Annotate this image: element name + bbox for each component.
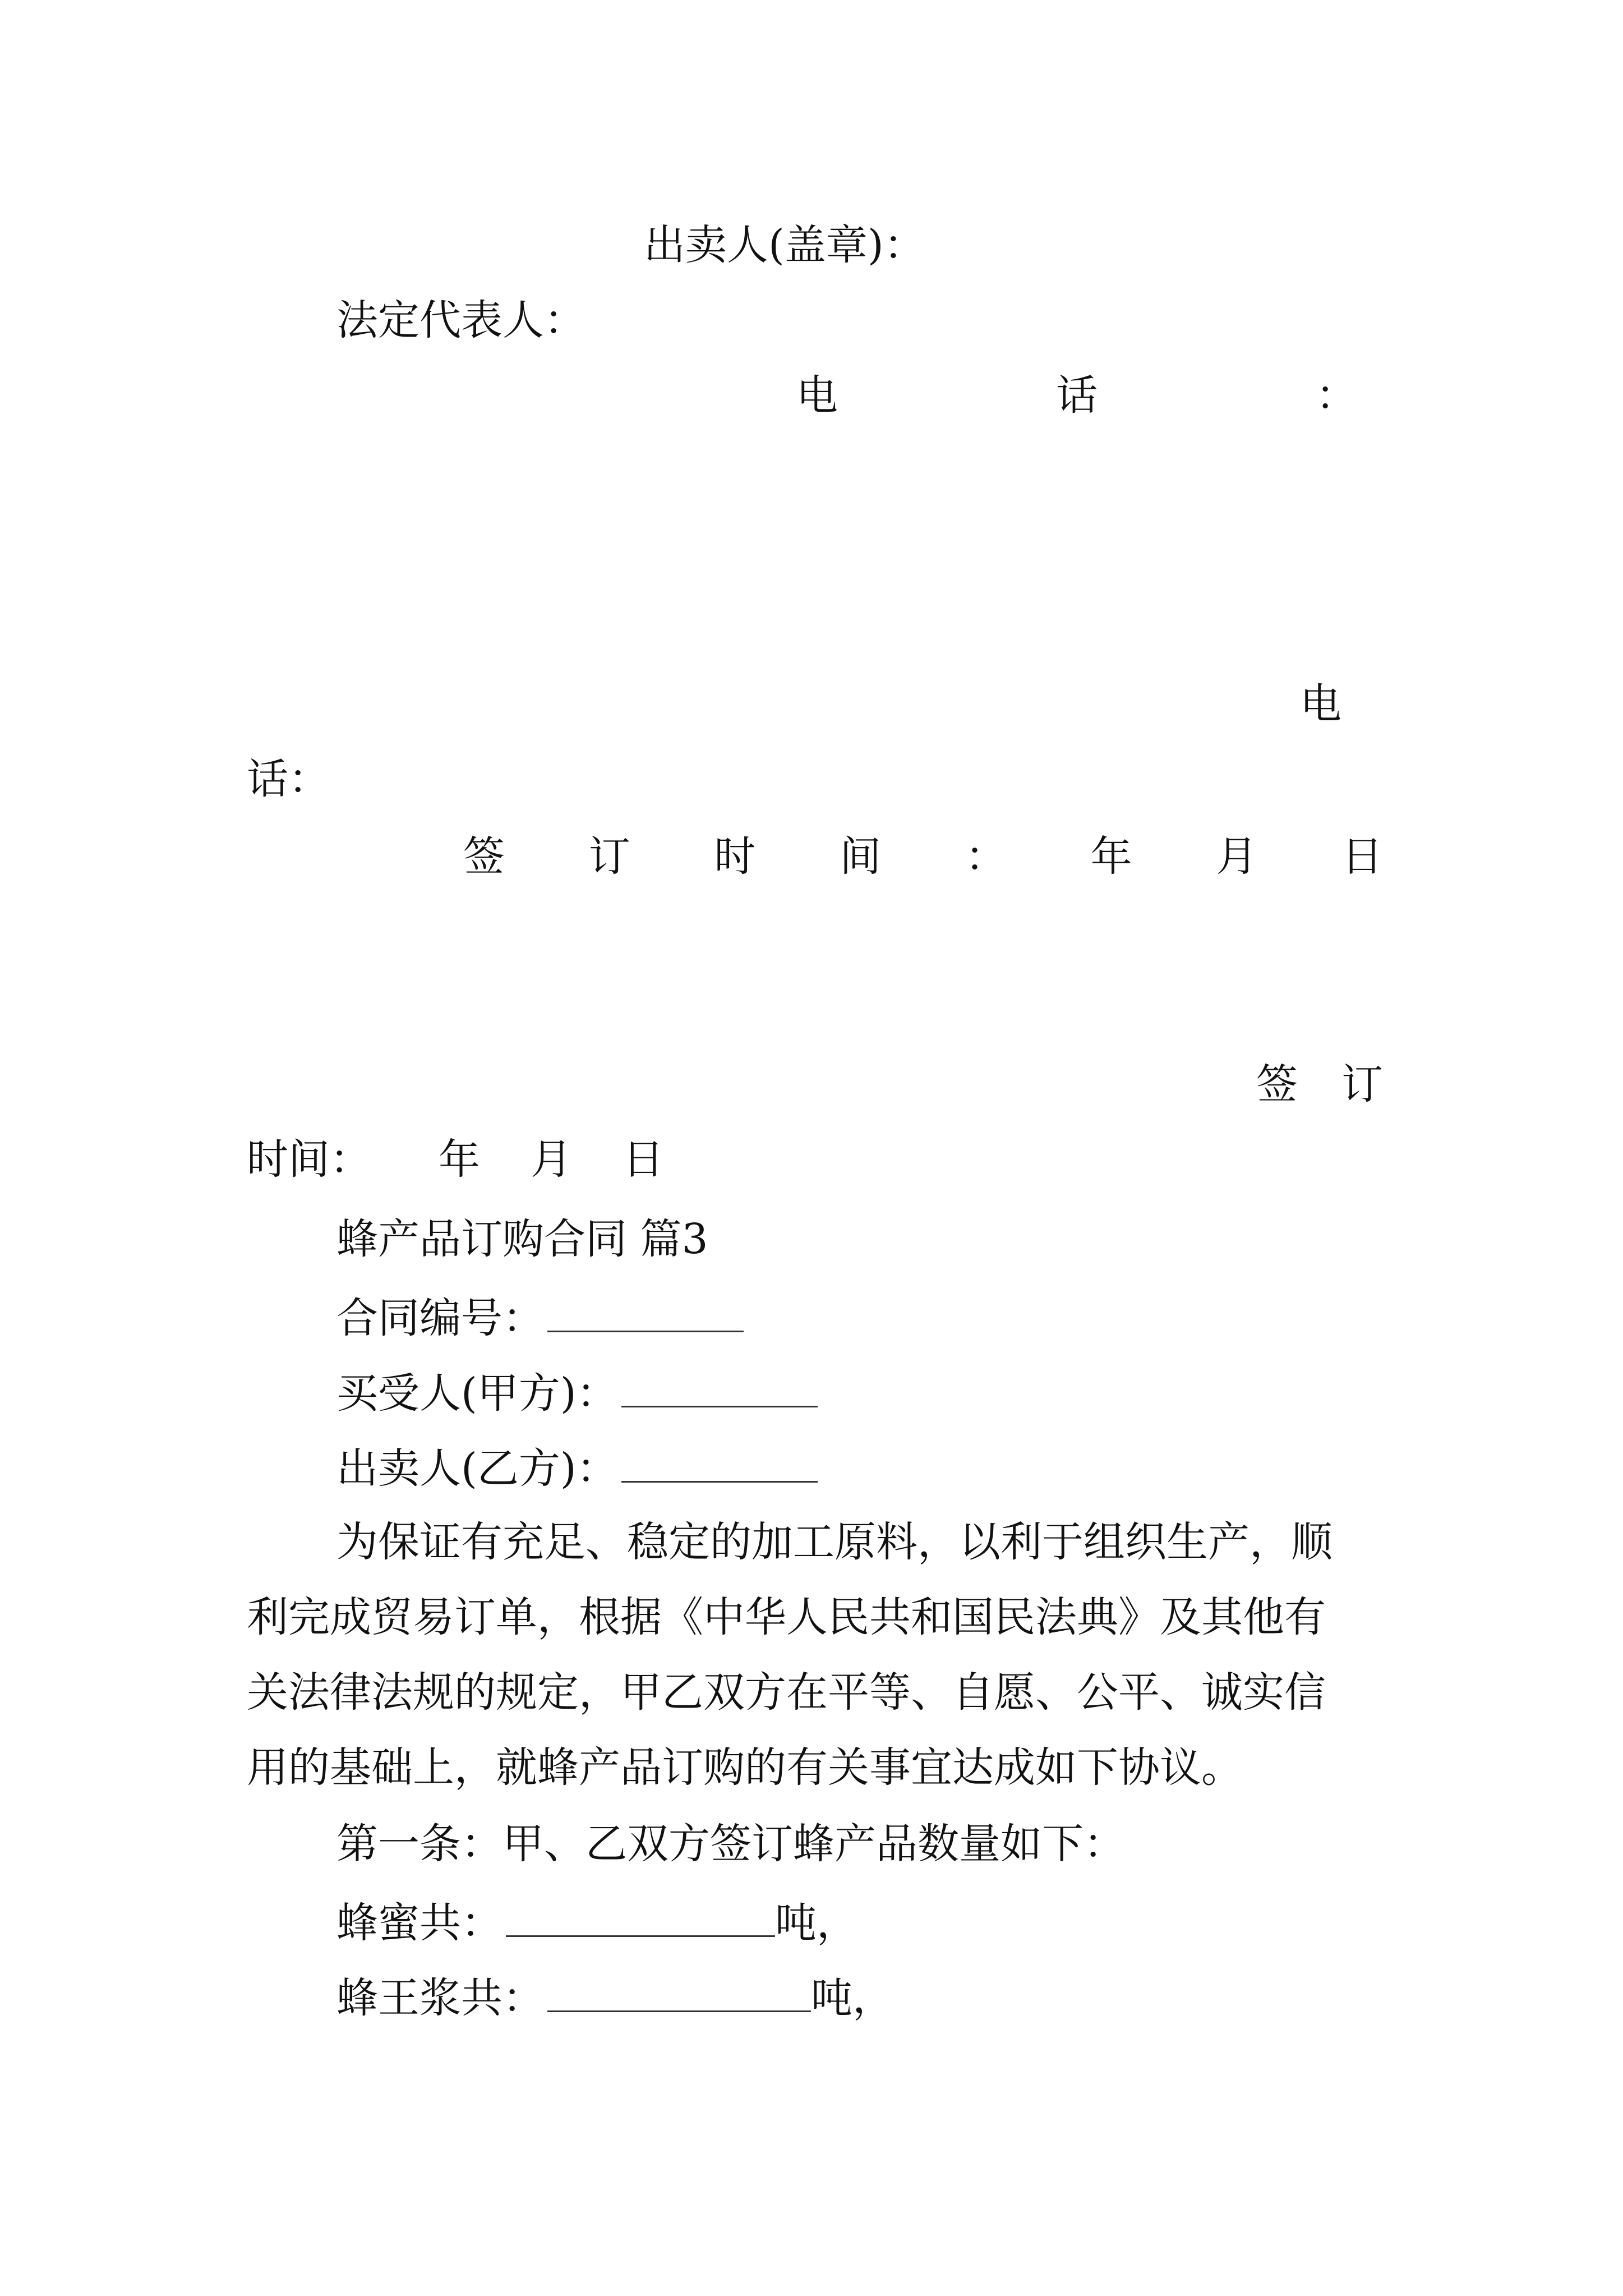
signing-date-char: 月 <box>1216 832 1258 881</box>
contract-number-row <box>336 1294 744 1342</box>
phone-line-spread <box>796 371 1357 420</box>
signing-date-wrap-part2 <box>247 1135 664 1184</box>
legal-representative-label: 法定代表人： <box>336 296 585 344</box>
phone-wrap-part2: 话： <box>247 755 330 803</box>
signing-date-line <box>463 832 1383 881</box>
signing-date-char: 签 <box>463 832 505 881</box>
honey-label: 蜂蜜共： <box>336 1899 502 1947</box>
signing-date-char: 时 <box>714 832 756 881</box>
honey-row <box>336 1898 858 1947</box>
signing-date-wrap-part1 <box>1256 1060 1383 1108</box>
seller-stamp-label: 出卖人(盖章)： <box>644 221 925 269</box>
honey-blank <box>506 1898 775 1937</box>
royal-jelly-unit: 吨， <box>811 1974 894 2022</box>
royal-jelly-row <box>336 1973 894 2022</box>
seller-label: 出卖人(乙方)： <box>336 1444 618 1493</box>
signing-date-char: ： <box>965 832 1007 881</box>
phone-char: 电 <box>796 371 838 420</box>
phone-char: ： <box>1316 371 1357 420</box>
signing-date-char: 日 <box>1341 832 1383 881</box>
signing-date-char: 间 <box>840 832 882 881</box>
contract-title: 蜂产品订购合同 篇3 <box>336 1215 708 1263</box>
seller-blank <box>621 1444 818 1483</box>
seller-row <box>336 1444 818 1493</box>
contract-number-label: 合同编号： <box>336 1294 544 1342</box>
day-char: 日 <box>623 1135 664 1184</box>
royal-jelly-blank <box>547 1973 811 2012</box>
year-char: 年 <box>439 1135 480 1184</box>
royal-jelly-label: 蜂王浆共： <box>336 1974 544 2022</box>
buyer-row <box>336 1369 818 1418</box>
signing-date-char: 签 <box>1256 1060 1298 1108</box>
preamble-line-3: 关法律法规的规定，甲乙双方在平等、自愿、公平、诚实信 <box>247 1668 1326 1717</box>
preamble-line-4: 用的基础上，就蜂产品订购的有关事宜达成如下协议。 <box>247 1743 1243 1792</box>
buyer-blank <box>621 1369 818 1407</box>
signing-date-char: 年 <box>1090 832 1132 881</box>
signing-date-char: 订 <box>1341 1060 1383 1108</box>
article-1: 第一条：甲、乙双方签订蜂产品数量如下： <box>336 1820 1125 1868</box>
preamble-line-1: 为保证有充足、稳定的加工原料，以利于组织生产，顺 <box>336 1518 1332 1566</box>
preamble-line-2: 利完成贸易订单，根据《中华人民共和国民法典》及其他有 <box>247 1593 1326 1641</box>
month-char: 月 <box>531 1135 572 1184</box>
signing-date-char: 订 <box>588 832 630 881</box>
buyer-label: 买受人(甲方)： <box>336 1369 618 1418</box>
phone-wrap-part1: 电 <box>1300 680 1341 728</box>
signing-time-label: 时间： <box>247 1135 371 1184</box>
honey-unit: 吨， <box>775 1899 858 1947</box>
phone-char: 话 <box>1056 371 1098 420</box>
contract-number-blank <box>547 1294 744 1332</box>
